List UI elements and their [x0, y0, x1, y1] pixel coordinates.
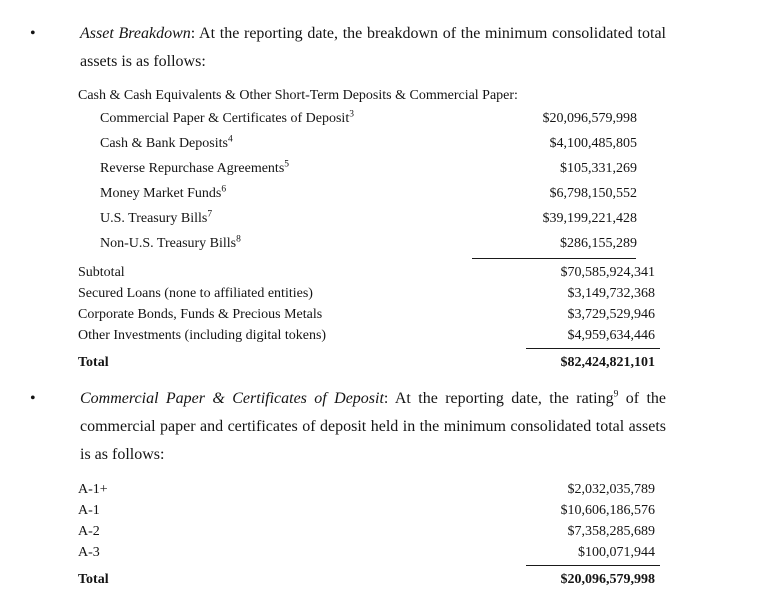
- row-label: Reverse Repurchase Agreements$^5$: [100, 158, 290, 176]
- row-value: $6,798,150,552: [549, 185, 637, 201]
- rating-table: [78, 479, 660, 590]
- row-value: $4,959,634,446: [567, 327, 655, 343]
- table-group-header: Cash & Cash Equivalents & Other Short-Term Deposits & Commercial Paper:: [78, 88, 518, 103]
- footnote-ref: 6: [221, 183, 227, 194]
- footnote-ref: 3: [349, 108, 354, 119]
- row-value: $10,606,186,576: [560, 502, 655, 518]
- row-label: Subtotal: [78, 264, 125, 280]
- table-row-total: [78, 569, 660, 590]
- table-row: [78, 131, 660, 156]
- row-label: Commercial Paper & Certificates of Deposit$^3$: [100, 108, 354, 126]
- asset-breakdown-paragraph: [80, 20, 666, 76]
- row-value: $7,358,285,689: [567, 523, 655, 539]
- total-rule: [526, 348, 660, 349]
- table-row: [78, 479, 660, 500]
- row-label: Money Market Funds$^6$: [100, 183, 227, 201]
- row-value: $3,729,529,946: [567, 306, 655, 322]
- commercial-paper-text-after: of the commercial paper and certificates of deposit held in the minimum consolidated total assets is as follows:: [80, 390, 666, 463]
- row-label: Secured Loans (none to affiliated entities): [78, 285, 313, 301]
- table-row: [78, 542, 660, 563]
- row-label: Cash & Bank Deposits$^4$: [100, 133, 233, 151]
- row-value: $105,331,269: [560, 160, 637, 176]
- table-row-total: [78, 352, 660, 373]
- footnote-ref: 5: [284, 158, 290, 169]
- table-row: [78, 231, 660, 256]
- subtotal-rule: [472, 258, 636, 259]
- row-label: Other Investments (including digital tokens): [78, 327, 327, 343]
- table-row: [78, 106, 660, 131]
- row-value: $4,100,485,805: [549, 135, 637, 151]
- row-value: $286,155,289: [560, 235, 637, 251]
- row-label: A-1+: [78, 481, 108, 497]
- footnote-ref: 4: [227, 133, 233, 144]
- commercial-paper-paragraph: [80, 385, 666, 469]
- commercial-paper-heading: Commercial Paper & Certificates of Deposit: [80, 390, 384, 407]
- table-row: [78, 521, 660, 542]
- table-row: [78, 325, 660, 346]
- bullet-marker: •: [30, 25, 36, 42]
- row-label: Total: [78, 571, 109, 587]
- table-row: [78, 304, 660, 325]
- asset-breakdown-heading: Asset Breakdown: [80, 25, 191, 42]
- footnote-ref: 8: [236, 233, 241, 244]
- row-value: $39,199,221,428: [542, 210, 637, 226]
- row-label: A-2: [78, 523, 100, 539]
- bullet-marker: •: [30, 390, 36, 407]
- footnote-ref: 7: [207, 208, 213, 219]
- row-label: Non-U.S. Treasury Bills$^8$: [100, 233, 241, 251]
- row-value: $20,096,579,998: [542, 110, 637, 126]
- table-row: [78, 156, 660, 181]
- row-value: $20,096,579,998: [560, 571, 655, 587]
- row-value: $82,424,821,101: [560, 354, 655, 370]
- asset-breakdown-text: : At the reporting date, the breakdown of the minimum consolidated total assets is as follows:: [80, 25, 666, 70]
- row-label: Corporate Bonds, Funds & Precious Metals: [78, 306, 323, 322]
- total-rule: [526, 565, 660, 566]
- row-label: A-3: [78, 544, 100, 560]
- row-label: U.S. Treasury Bills$^7$: [100, 208, 213, 226]
- row-value: $70,585,924,341: [560, 264, 655, 280]
- table-row: [78, 500, 660, 521]
- commercial-paper-text-before: : At the reporting date, the rating: [383, 390, 614, 407]
- asset-breakdown-section: [0, 20, 761, 76]
- footnote-ref: 9: [613, 389, 619, 400]
- table-row-subtotal: [78, 262, 660, 283]
- row-value: $2,032,035,789: [567, 481, 655, 497]
- row-value: $3,149,732,368: [567, 285, 655, 301]
- table-row: [78, 181, 660, 206]
- row-label: A-1: [78, 502, 100, 518]
- row-value: $100,071,944: [578, 544, 655, 560]
- row-label: Total: [78, 354, 109, 370]
- commercial-paper-section: [0, 385, 761, 469]
- table-row: [78, 206, 660, 231]
- asset-breakdown-table: [78, 86, 660, 373]
- table-row: [78, 283, 660, 304]
